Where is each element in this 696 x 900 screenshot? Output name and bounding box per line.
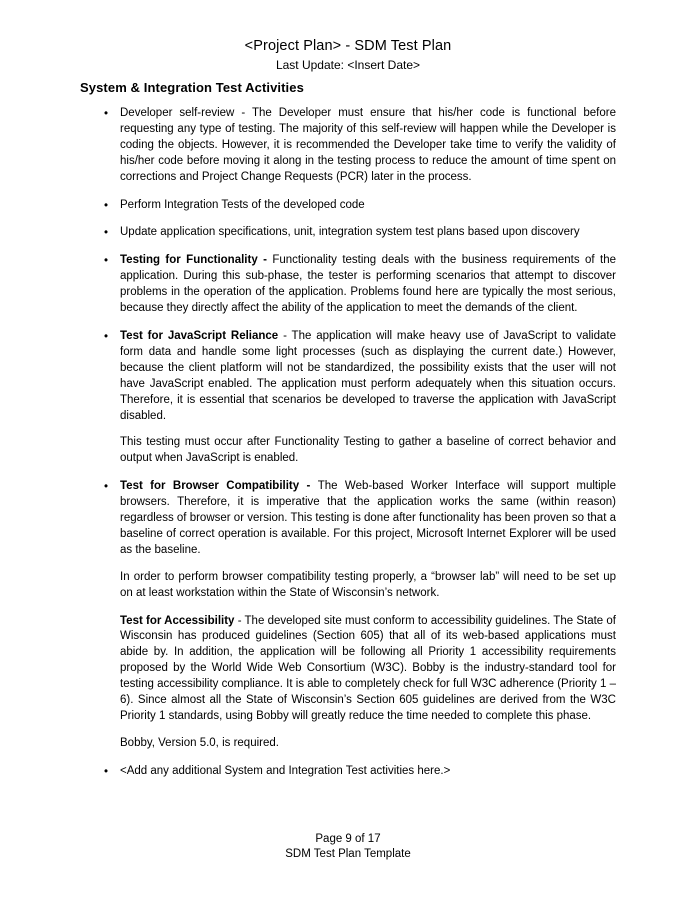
document-title: <Project Plan> - SDM Test Plan — [244, 38, 452, 54]
list-item — [80, 479, 616, 601]
paragraph-text: <Add any additional System and Integration Test activities here.> — [120, 764, 451, 777]
activities-list — [80, 106, 616, 602]
paragraph-lead: Test for JavaScript Reliance — [120, 329, 279, 342]
list-item — [80, 198, 616, 214]
page-number: Page 9 of 17 — [315, 833, 381, 845]
paragraph-lead: Test for Browser Compatibility - — [120, 480, 318, 493]
paragraph — [120, 479, 616, 559]
list-item — [80, 225, 616, 241]
paragraph-text: Update application specifications, unit, integration system test plans based upon discovery — [120, 226, 580, 239]
paragraph-continuation — [120, 570, 616, 602]
list-item — [80, 253, 616, 317]
footer-document-label: SDM Test Plan Template — [285, 848, 411, 860]
list-item — [80, 329, 616, 467]
document-header — [0, 38, 696, 73]
paragraph-text: Perform Integration Tests of the developed code — [120, 198, 365, 211]
list-item — [80, 764, 616, 780]
paragraph-text: The Web-based Worker Interface will support multiple browsers. Therefore, it is imperative that the application works the same (within reason) regardless of browser or version. This testing is done after functionality has been proven so that a baseline of correct operation is available. For this project, Microsoft Internet Explorer will be used as the baseline. — [120, 480, 617, 556]
section-heading: System & Integration Test Activities — [80, 80, 304, 95]
paragraph — [120, 225, 616, 241]
paragraph-lead: Test for Accessibility — [120, 614, 235, 627]
document-body — [80, 80, 616, 792]
paragraph-text: In order to perform browser compatibility testing properly, a “browser lab” will need to be set up on at least workstation within the State of Wisconsin’s network. — [120, 570, 616, 599]
paragraph-text: This testing must occur after Functionality Testing to gather a baseline of correct behavior and output when JavaScript is enabled. — [120, 436, 616, 465]
paragraph-continuation — [120, 435, 616, 467]
paragraph-text: Developer self-review - The Developer must ensure that his/her code is functional before requesting any type of testing. The majority of this self-review will happen while the Developer is coding the objects. However, it is recommended the Developer take time to verify the validity of his/her code before moving it along in the testing process to reduce the amount of time spent on corrections and Project Change Requests (PCR) later in the process. — [120, 107, 616, 183]
list-item — [80, 106, 616, 186]
paragraph-lead: Testing for Functionality - — [120, 254, 273, 267]
document-footer — [0, 832, 696, 862]
paragraph — [120, 614, 616, 725]
paragraph-text: - The application will make heavy use of JavaScript to validate form data and handle some light processes (such as displaying the current date.) However, because the client platform will not be standardized, the possibility exists that the user will not have JavaScript enabled. The application must perform adequately when this situation occurs. Therefore, it is essential that scenarios be developed to traverse the application with JavaScript disabled. — [120, 329, 616, 422]
paragraph — [120, 764, 616, 780]
paragraph — [120, 106, 616, 186]
paragraph — [120, 198, 616, 214]
activities-list-continued — [80, 764, 616, 780]
paragraph-continuation — [120, 736, 616, 752]
paragraph-text: Functionality testing deals with the business requirements of the application. During this sub-phase, the tester is performing scenarios that attempt to discover problems in the operation of the application. Problems found here are typically the most serious, because they directly affect the ability of the application to meet the demands of the client. — [120, 254, 617, 315]
paragraph — [120, 329, 616, 424]
document-subtitle: Last Update: <Insert Date> — [275, 58, 421, 72]
paragraph-text: - The developed site must conform to accessibility guidelines. The State of Wisconsin has produced guidelines (Section 605) that all of its web-based applications must abide by. In addition, the application will be following all Priority 1 accessibility requirements proposed by the World Wide Web Consortium (W3C). Bobby is the industry-standard tool for testing accessibility compliance. It is able to completely check for full W3C adherence (Priority 1 – 6). Since almost all the State of Wisconsin’s Section 605 guidelines are derived from the W3C Priority 1 standards, using Bobby will greatly reduce the time needed to complete this phase. — [120, 614, 616, 722]
paragraph-text: Bobby, Version 5.0, is required. — [120, 736, 279, 749]
accessibility-block — [80, 614, 616, 752]
paragraph — [120, 253, 616, 317]
